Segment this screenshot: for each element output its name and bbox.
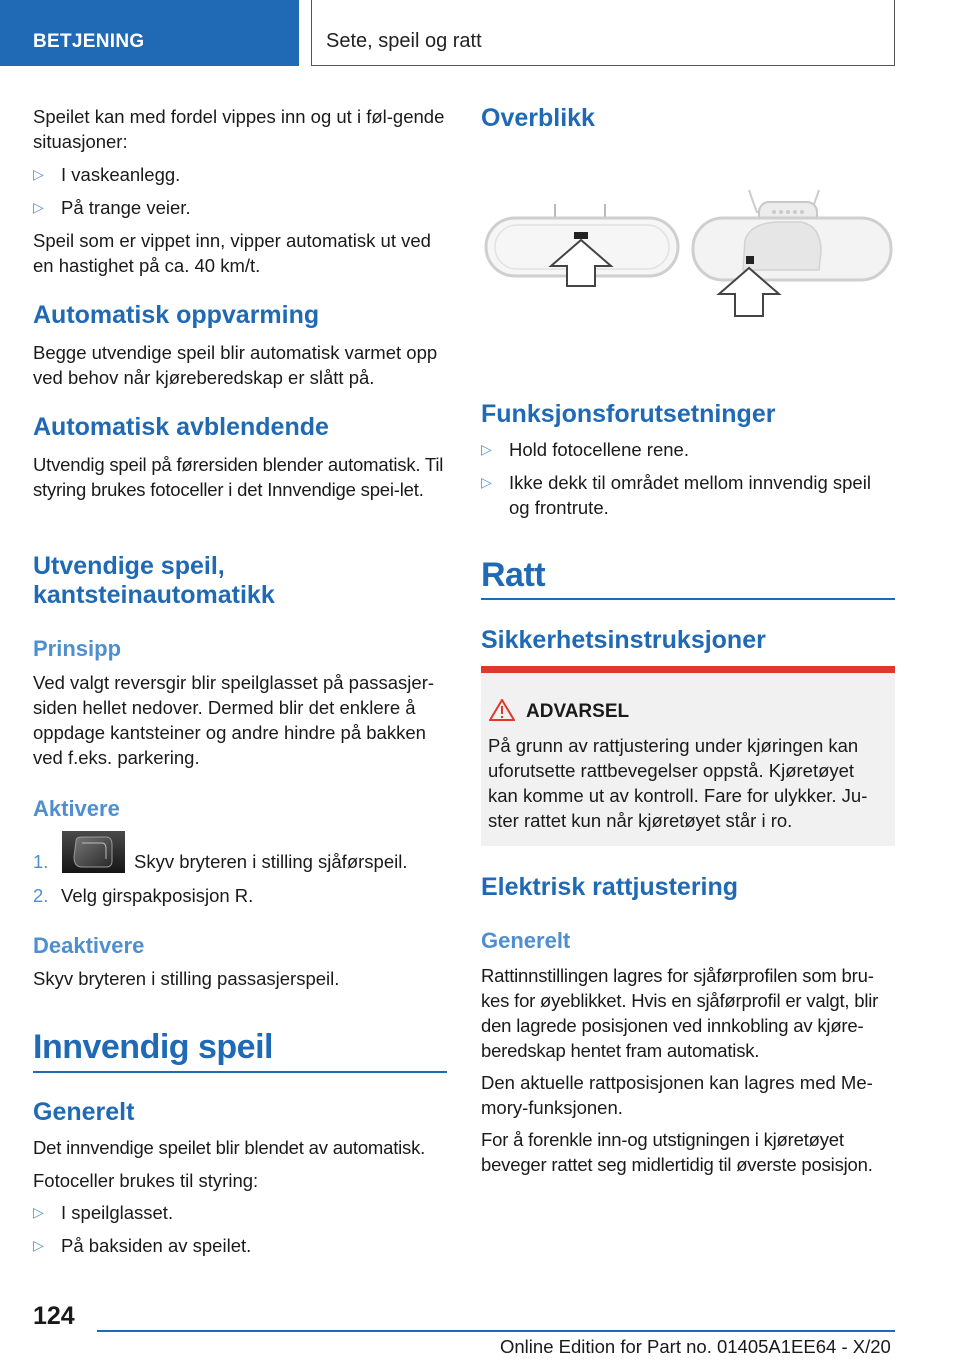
page-number: 124 [33, 1302, 75, 1330]
heading-requirements: Funksjonsforutsetninger [481, 400, 776, 428]
paragraph: Utvendig speil på førersiden blender automatisk. Til styring brukes fotoceller i det Innvendige spei-let. [33, 454, 444, 500]
heading-curb-2: kantsteinautomatikk [33, 581, 275, 609]
triangle-bullet-icon: ▷ [481, 441, 492, 457]
triangle-bullet-icon: ▷ [33, 1204, 44, 1220]
heading-electric-adjust: Elektrisk rattjustering [481, 873, 739, 901]
divider [481, 598, 895, 600]
heading-steering-wheel: Ratt [481, 556, 546, 594]
heading-activate: Aktivere [33, 796, 120, 821]
chapter-title: Sete, speil og ratt [326, 30, 482, 52]
warning-triangle-icon [489, 699, 515, 721]
triangle-bullet-icon: ▷ [33, 1237, 44, 1253]
triangle-bullet-icon: ▷ [33, 199, 44, 215]
paragraph: For å forenkle inn-og utstigningen i kjøretøyet beveger rattet seg midlertidig til øverste posisjon. [481, 1129, 873, 1175]
intro-paragraph: Speilet kan med fordel vippes inn og ut i føl-gende situasjoner: [33, 106, 445, 152]
paragraph: Ved valgt reversgir blir speilglasset på passasjer-siden hellet nedover. Dermed blir det enklere å oppdage kantsteiner og andre hindre på bakken ved f.eks. parkering. [33, 672, 435, 768]
edition-link[interactable]: Online Edition for Part no. 01405A1EE64 - X/20 [500, 1336, 891, 1357]
warning-box [481, 666, 895, 846]
paragraph: Den aktuelle rattposisjonen kan lagres med Me-mory-funksjonen. [481, 1072, 873, 1118]
heading-general: Generelt [481, 928, 571, 953]
paragraph: Fotoceller brukes til styring: [33, 1170, 259, 1191]
paragraph: Det innvendige speilet blir blendet av automatisk. [33, 1137, 426, 1158]
triangle-bullet-icon: ▷ [33, 166, 44, 182]
mirror-switch-icon [62, 831, 125, 873]
chapter-header [311, 0, 895, 66]
paragraph: Begge utvendige speil blir automatisk varmet opp ved behov når kjøreberedskap er slått på. [33, 342, 438, 388]
heading-principle: Prinsipp [33, 636, 122, 661]
section-tab [0, 0, 299, 66]
warning-title: ADVARSEL [526, 701, 630, 722]
heading-deactivate: Deaktivere [33, 933, 145, 958]
heading-dimming: Automatisk avblendende [33, 413, 329, 441]
heading-inner-mirror: Innvendig speil [33, 1028, 273, 1066]
mirror-illustration [481, 182, 895, 350]
triangle-bullet-icon: ▷ [481, 474, 492, 490]
paragraph: Skyv bryteren i stilling passasjerspeil. [33, 968, 340, 989]
divider [33, 1071, 447, 1073]
footer-divider [97, 1330, 895, 1332]
paragraph: Rattinnstillingen lagres for sjåførprofilen som bru-kes for øyeblikket. Hvis en sjåførprofil er valgt, blir den lagrede posisjonen ved innkobling av kjøre-beredskap hentet fram automatisk. [481, 965, 879, 1061]
section-label: BETJENING [33, 31, 145, 52]
heading-general: Generelt [33, 1098, 135, 1126]
heading-curb-1: Utvendige speil, [33, 552, 225, 580]
warning-text: På grunn av rattjustering under kjøringen kan uforutsette rattbevegelser oppstå. Kjøretøyet kan komme ut av kontroll. Fare for ulykker. Ju-ster rattet kun når kjøretøyet står i ro. [488, 735, 868, 831]
heading-safety: Sikkerhetsinstruksjoner [481, 626, 766, 654]
heading-overview: Overblikk [481, 104, 595, 132]
heading-heating: Automatisk oppvarming [33, 301, 320, 329]
paragraph: Speil som er vippet inn, vipper automatisk ut ved en hastighet på ca. 40 km/t. [33, 230, 431, 276]
